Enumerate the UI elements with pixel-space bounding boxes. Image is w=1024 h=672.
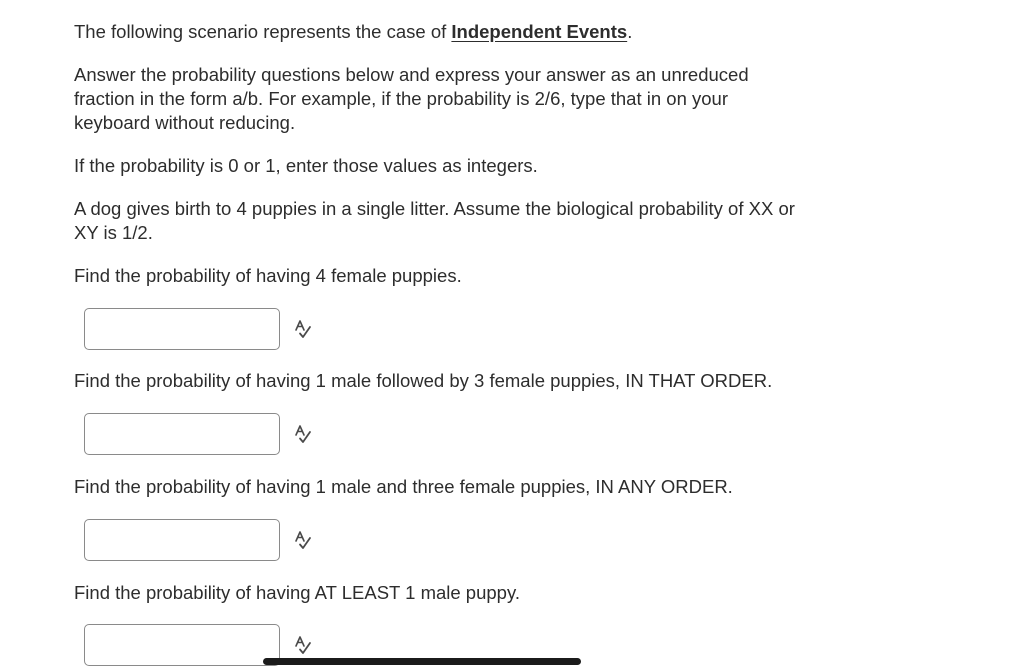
question-3-answer-input[interactable] bbox=[84, 519, 280, 561]
question-1-answer-input[interactable] bbox=[84, 308, 280, 350]
question-2-answer-row bbox=[84, 413, 804, 455]
question-2-answer-input[interactable] bbox=[84, 413, 280, 455]
independent-events-term: Independent Events bbox=[451, 21, 628, 42]
question-3-answer-row bbox=[84, 519, 804, 561]
integer-note-text: If the probability is 0 or 1, enter those values as integers. bbox=[74, 155, 538, 176]
intro-suffix: . bbox=[627, 21, 633, 42]
spell-check-icon[interactable] bbox=[292, 318, 314, 340]
intro-prefix: The following scenario represents the case of bbox=[74, 21, 452, 42]
spell-check-icon[interactable] bbox=[292, 529, 314, 551]
question-3-text: Find the probability of having 1 male and three female puppies, IN ANY ORDER. bbox=[74, 476, 733, 497]
spell-check-icon[interactable] bbox=[292, 634, 314, 656]
question-1-answer-row bbox=[84, 308, 804, 350]
spell-check-icon[interactable] bbox=[292, 423, 314, 445]
question-1-text: Find the probability of having 4 female puppies. bbox=[74, 265, 462, 286]
question-4-answer-input[interactable] bbox=[84, 624, 280, 666]
question-4-text: Find the probability of having AT LEAST 1 male puppy. bbox=[74, 582, 520, 603]
question-content bbox=[74, 20, 804, 666]
horizontal-scrollbar[interactable] bbox=[263, 658, 581, 665]
question-2-text: Find the probability of having 1 male followed by 3 female puppies, IN THAT ORDER. bbox=[74, 370, 773, 391]
intro-text bbox=[74, 20, 804, 44]
scenario-text: A dog gives birth to 4 puppies in a single litter. Assume the biological probability of XX or XY is 1/2. bbox=[74, 198, 795, 243]
instructions-text: Answer the probability questions below and express your answer as an unreduced fraction in the form a/b. For example, if the probability is 2/6, type that in on your keyboard without reducing. bbox=[74, 64, 749, 133]
